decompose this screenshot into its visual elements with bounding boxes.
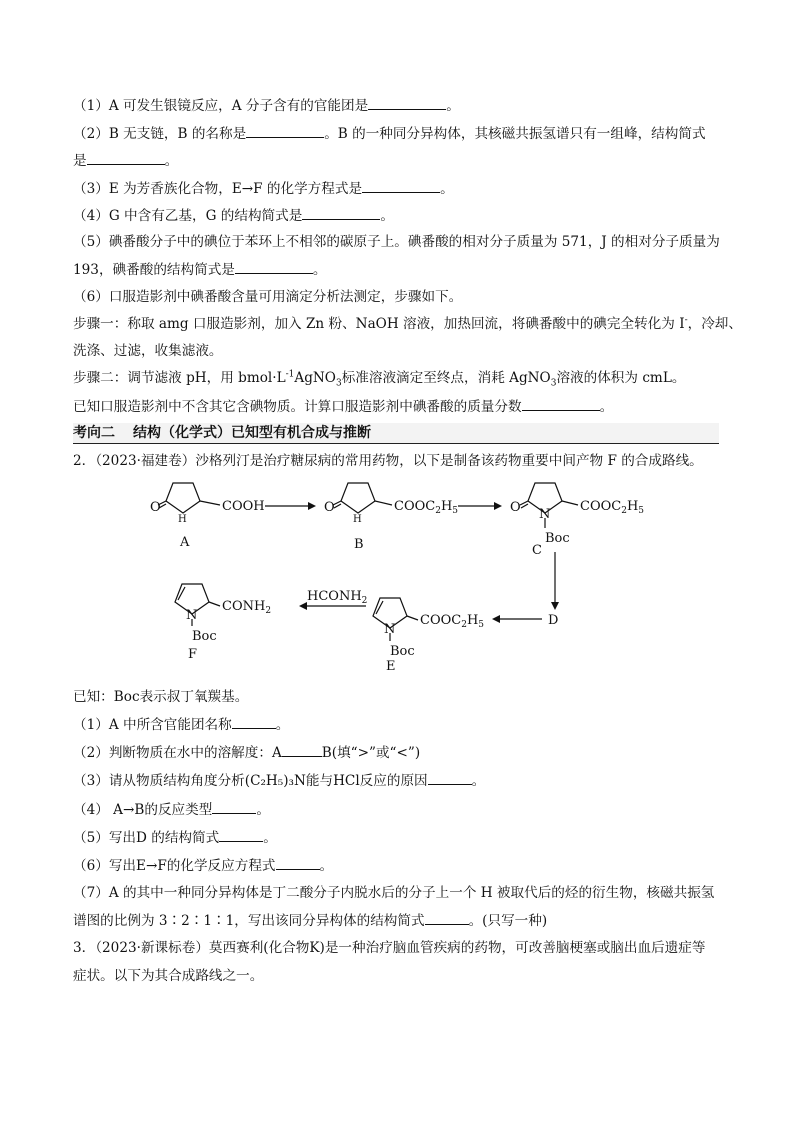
step-two: 步骤二：调节滤液 pH，用 $bmol\cdot L^{-1}AgNO_3$标准溶液滴定至终点，消耗 AgNO$_3$溶液的体积为 cmL。 [73, 369, 686, 389]
question-2-part-5: （5）写出D 的结构简式 。 [73, 830, 277, 846]
answer-blank[interactable] [87, 151, 165, 165]
atom-o: O [324, 500, 335, 515]
answer-blank[interactable] [246, 124, 324, 138]
question-3-intro-cont: 症状。以下为其合成路线之一。 [73, 968, 264, 984]
ester-group: $COOC_2H_5$ [420, 613, 485, 630]
step-one-cont: 洗涤、过滤，收集滤液。 [73, 343, 223, 359]
atom-o: O [150, 500, 161, 515]
atom-n: N [384, 622, 396, 637]
question-2-part-6: （6）写出E→F的化学反应方程式 。 [73, 858, 334, 874]
question-1-part-2: （2）B 无支链，B 的名称是 。B 的一种同分异构体，其核磁共振氢谱只有一组峰，结构简式 [73, 126, 706, 142]
label-b: B [354, 537, 364, 552]
arrowhead [551, 602, 559, 610]
question-1-part-5: （5）碘番酸分子中的碘位于苯环上不相邻的碳原子上。碘番酸的相对分子质量为 571，J 的相对分子质量为 [73, 234, 720, 250]
atom-n: N [186, 608, 198, 623]
compound-b [324, 483, 458, 552]
compound-f [175, 584, 271, 662]
arrowhead [494, 502, 502, 510]
question-1-part-2-cont: 是 。 [73, 153, 179, 169]
answer-blank[interactable] [428, 771, 472, 785]
question-2-part-4: （4） A→B的反应类型 。 [73, 802, 270, 818]
compound-e [373, 598, 484, 674]
answer-blank[interactable] [232, 715, 276, 729]
question-2-part-7-cont: 谱图的比例为 3∶2∶1∶1，写出该同分异构体的结构简式 。(只写一种) [73, 913, 548, 929]
answer-blank[interactable] [425, 911, 469, 925]
label-a: A [180, 535, 190, 550]
arrowhead [492, 615, 500, 623]
boc-group: Boc [192, 629, 217, 644]
label-c: C [532, 543, 542, 558]
amide-group: $CONH_2$ [222, 599, 272, 616]
boc-group: Boc [390, 644, 415, 659]
atom-n: N [539, 507, 551, 522]
known-boc: 已知：Boc表示叔丁氧羰基。 [73, 689, 249, 705]
question-1-part-3: （3）E 为芳香族化合物，E→F 的化学方程式是 。 [73, 181, 454, 197]
label-d: D [548, 613, 559, 628]
answer-blank[interactable] [522, 397, 600, 411]
reagent-formamide: $HCONH_2$ [307, 589, 368, 606]
boc-group: Boc [545, 531, 570, 546]
section-heading: 考向二 结构（化学式）已知型有机合成与推断 [73, 423, 719, 444]
known-calc: 已知口服造影剂中不含其它含碘物质。计算口服造影剂中碘番酸的质量分数 。 [73, 399, 614, 415]
question-1-part-1: （1）A 可发生银镜反应，A 分子含有的官能团是 。 [73, 98, 460, 114]
cooh-group: COOH [222, 499, 265, 514]
question-2-part-2: （2）判断物质在水中的溶解度：A B(填“>”或“<”) [73, 745, 421, 761]
question-1-part-4: （4）G 中含有乙基，G 的结构简式是 。 [73, 208, 394, 224]
answer-blank[interactable] [212, 800, 256, 814]
compound-a [150, 483, 265, 550]
arrowhead [299, 602, 307, 610]
label-e: E [386, 659, 396, 674]
question-2-part-7: （7）A 的其中一种同分异构体是丁二酸分子内脱水后的分子上一个 H 被取代后的烃的衍生物，核磁共振氢 [73, 885, 715, 901]
step-one: 步骤一：称取 amg 口服造影剂，加入 Zn 粉、NaOH 溶液，加热回流，将碘番酸中的碘完全转化为 I-，冷却、 [73, 315, 742, 332]
answer-blank[interactable] [276, 856, 320, 870]
answer-blank[interactable] [235, 260, 313, 274]
synthesis-scheme [140, 478, 660, 678]
question-2-part-1: （1）A 中所含官能团名称 。 [73, 717, 290, 733]
question-2-part-3: （3）请从物质结构角度分析(C₂H₅)₃N能与HCl反应的原因 。 [73, 773, 486, 789]
answer-blank[interactable] [362, 179, 440, 193]
ester-group: $COOC_2H_5$ [580, 499, 645, 516]
label-f: F [188, 647, 198, 662]
question-3-intro: 3．（2023·新课标卷）莫西赛利(化合物K)是一种治疗脑血管疾病的药物，可改善脑梗塞或脑出血后遗症等 [73, 940, 706, 956]
answer-blank[interactable] [219, 828, 263, 842]
atom-h: H [178, 514, 187, 525]
question-1-part-5-cont: 193，碘番酸的结构简式是 。 [73, 262, 327, 278]
answer-blank[interactable] [282, 743, 322, 757]
ester-group: $COOC_2H_5$ [394, 499, 459, 516]
atom-o: O [510, 500, 521, 515]
compound-c [510, 483, 644, 558]
arrowhead [308, 502, 316, 510]
question-2-intro: 2．（2023·福建卷）沙格列汀是治疗糖尿病的常用药物，以下是制备该药物重要中间产物 F 的合成路线。 [73, 453, 703, 469]
answer-blank[interactable] [302, 206, 380, 220]
question-1-part-6: （6）口服造影剂中碘番酸含量可用滴定分析法测定，步骤如下。 [73, 289, 463, 305]
answer-blank[interactable] [368, 96, 446, 110]
atom-h: H [353, 514, 362, 525]
